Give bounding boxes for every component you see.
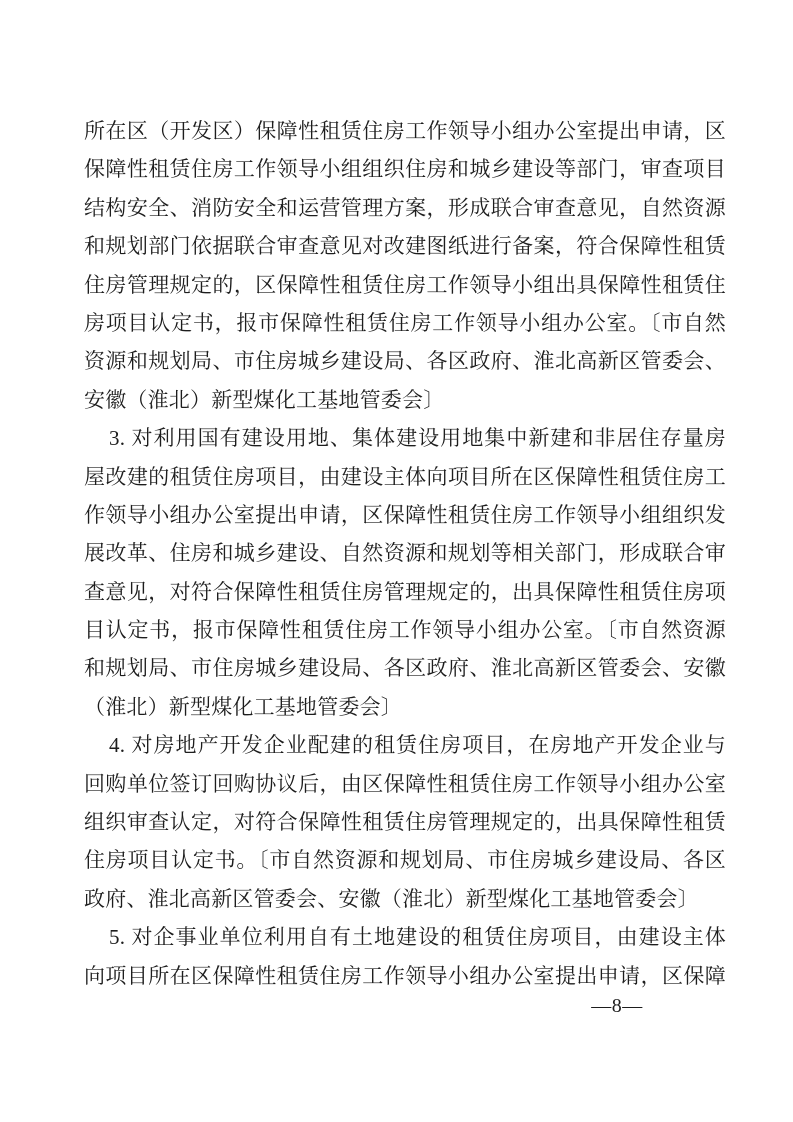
text-line: 展改革、住房和城乡建设、自然资源和规划等相关部门，形成联合审 bbox=[84, 541, 726, 566]
text-line: 保障性租赁住房工作领导小组组织住房和城乡建设等部门，审查项目 bbox=[84, 157, 726, 182]
page-number: —8— bbox=[591, 995, 643, 1017]
text-line: 资源和规划局、市住房城乡建设局、各区政府、淮北高新区管委会、 bbox=[84, 349, 726, 374]
text-line: 房项目认定书，报市保障性租赁住房工作领导小组办公室。〔市自然 bbox=[84, 310, 726, 335]
text-line: 向项目所在区保障性租赁住房工作领导小组办公室提出申请，区保障 bbox=[84, 963, 726, 988]
text-line: 5. 对企事业单位利用自有土地建设的租赁住房项目，由建设主体 bbox=[109, 925, 726, 950]
text-line: 查意见，对符合保障性租赁住房管理规定的，出具保障性租赁住房项 bbox=[84, 579, 726, 604]
text-line: 3. 对利用国有建设用地、集体建设用地集中新建和非居住存量房 bbox=[109, 426, 726, 451]
text-line: 所在区（开发区）保障性租赁住房工作领导小组办公室提出申请，区 bbox=[84, 119, 726, 143]
text-line: 屋改建的租赁住房项目，由建设主体向项目所在区保障性租赁住房工 bbox=[84, 464, 726, 489]
text-line: 作领导小组办公室提出申请，区保障性租赁住房工作领导小组组织发 bbox=[84, 502, 726, 527]
text-line: 和规划局、市住房城乡建设局、各区政府、淮北高新区管委会、安徽 bbox=[84, 656, 726, 681]
text-line: 安徽（淮北）新型煤化工基地管委会〕 bbox=[84, 387, 445, 412]
text-line: 组织审查认定，对符合保障性租赁住房管理规定的，出具保障性租赁 bbox=[84, 810, 726, 835]
text-line: 住房项目认定书。〔市自然资源和规划局、市住房城乡建设局、各区 bbox=[84, 848, 726, 873]
text-line: 回购单位签订回购协议后，由区保障性租赁住房工作领导小组办公室 bbox=[84, 771, 726, 796]
text-line: （淮北）新型煤化工基地管委会〕 bbox=[84, 694, 402, 719]
text-line: 政府、淮北高新区管委会、安徽（淮北）新型煤化工基地管委会〕 bbox=[84, 886, 699, 911]
text-line: 4. 对房地产开发企业配建的租赁住房项目，在房地产开发企业与 bbox=[109, 733, 726, 758]
document-body bbox=[84, 112, 726, 995]
text-line: 和规划部门依据联合审查意见对改建图纸进行备案，符合保障性租赁 bbox=[84, 234, 726, 259]
text-line: 结构安全、消防安全和运营管理方案，形成联合审查意见，自然资源 bbox=[84, 195, 726, 220]
text-line: 住房管理规定的，区保障性租赁住房工作领导小组出具保障性租赁住 bbox=[84, 272, 726, 297]
text-line: 目认定书，报市保障性租赁住房工作领导小组办公室。〔市自然资源 bbox=[84, 618, 726, 643]
